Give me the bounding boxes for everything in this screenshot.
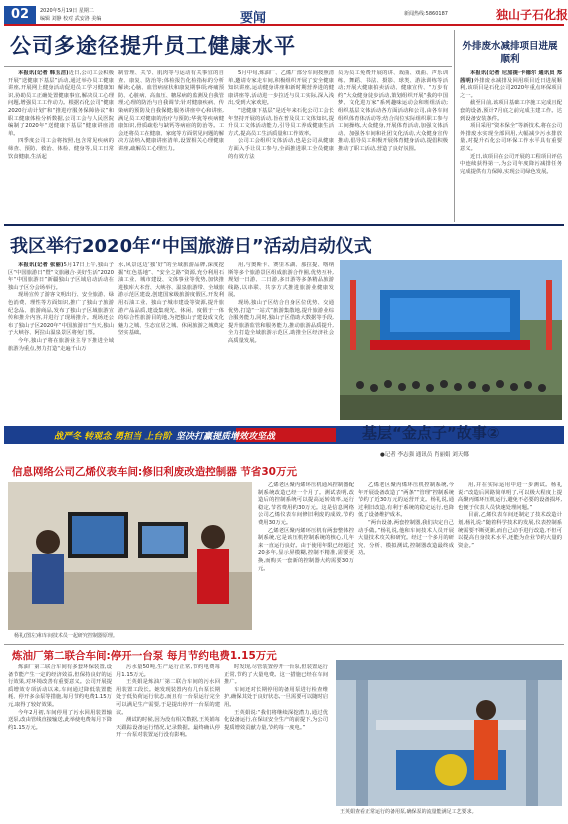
tourism-text-1b: 现场宣传了游客文明出行、安全旅游、绿色消费、理性等方面知识,推广了独山子旅游纪念品、旅游商品,发布了独山子区域旅游宣传和推介内容,并进行了现场推介。现场还公布了独山子区2020年“中国旅游日”当天,独山子大峡谷、阿拉山温泉景区将免门票。 <box>8 292 114 337</box>
lead-text-3c: 公司工会组织文体活动,也是公司从健康方面入手让员工参与,全面推进职工全员健康的有效方法 <box>228 138 334 160</box>
tourism-column-1 <box>8 262 114 422</box>
refinery-column-1 <box>8 664 112 820</box>
lead-column-2: 制管理、关节、肌肉等与运动有关事宜的自查、康复、防治等;体检报告化检指标的分析解读;心脑、血管病症状和康复期事项;疼痛预防、心脏病、高血压、糖尿病的监测及自我管理;心理的防治与自我调节;针对健康疾病、传染病的预防及自我保健;服务讲座中心和讲座,满足员工对健康的治疗与预防;华犹等疾病健康知识,骨质疏松与缺钙等病症的防治等。工会还将员工在健康、家庭等方面常见问题的解决方法纳入健康讲座清单,设置相关心理健康讲座,疏解员工心理压力。 <box>118 70 224 152</box>
info-photo-caption: 杨礼(图左)和车间技术员一起研究控制器原理。 <box>14 633 118 639</box>
info-article-photo <box>8 482 252 630</box>
side-text-3: 项目采用“资本保全”等新技术,将在公司外排废水实现全部回用,大幅减少污水排放量,对提升石化公司环保工作水平具有重要意义。 <box>460 123 562 152</box>
refinery-text-2: 污水量50吨,生产运行正常,节约电费每月1.15万元。 <box>116 664 220 678</box>
side-text-1: 外排废水减排及回用项目近日进展顺利,该项目是石化公司2020年重点环保项目之一。 <box>460 77 562 99</box>
info-text-3: 用,并在实际运用中进一步测试。杨礼说:“改造后回路简单明了,可以极大程度上提高聚丙烯环压机运行,避免不必要的设备损坏,也便于仪表人员快速处理问题。” <box>458 482 562 511</box>
masthead <box>4 6 568 26</box>
refinery-text-1: 炼油厂第二联合车间有多套环保装置,设备节能产生一定的经济效益,但保持良好的运行效果,对环境改善有重要意义。公司开展提质增效专项活动以来,车间通过降低装置能耗、停开多余泵等措施,每月节约电费1.15万元,取得了较好效果。 <box>8 664 112 708</box>
tourism-text-1: 5月17日上午,独山子区“中国旅游日”暨“文旅融合·美好生活”2020年“中国旅游日”新疆独山子区域启动活动在独山子区分会场举行。 <box>8 262 114 291</box>
lead-column-4: 员为员工免费开展的讲、戏曲、戏曲、声乐训练、舞蹈、书法、摄影、球类、游泳训练等活动;开展大健康拍卖活动、健康宣传、“万步有约”大众健身徒步活动,策划组织开展“我的中国梦、文化进万家”系列趣味运动会和班组活动;组织基层文体活动各方面活动和公司,由各车间组织体育体活动等;结合岗位实际组织职工参与工间操练,大众健身,开展体育活动,加强文体活动、加强各车间和社团文化活动,大众健身宣传推动,倡导员工积极开展体育健身活动,提倡积极推动了职工活动,营造了良好氛围。 <box>338 70 448 152</box>
tourism-column-2: 水,风景这边‘独’好”的全域旅游品牌,深度挖掘“红色基地”、“安全之路”资源,充分利用石油工业、城市建设、文体事业等优势,加快推进独库大本营、大峡谷、温泉旅游带、全域旅游示范区建设,创建国家级旅游度假区,开发利用石油工业、独山子城市建设等资源,提升旅游产品品质,建设集观光、休闲、度假于一体的综合性旅游目的地,为把独山子建设成文化魅力之城、生态宜居之城、休闲旅游之城奠定坚实基础。 <box>118 262 224 337</box>
lead-text-3: 5月中旬,炼油厂、乙烯厂部分车间按照清单,邀请专家走车间,积极组织开展了安全健康知识讲座,运动健身讲座和新时期营养进的健康讲座等,活动进一步拉近与员工实际,深入浅出,受到大家欢迎。 <box>228 70 334 107</box>
info-text-2b: “两台设备,两套控制器,我们决定自己动手做。”杨礼说,他和车间技术人员开展大量技术攻关和研究。经过一个多月的研究、分析、模拟测试,控制器改造最终成功。 <box>358 519 454 557</box>
info-column-2 <box>358 482 454 642</box>
side-headline: 外排废水减排项目进展顺利 <box>462 41 558 65</box>
info-column-1 <box>258 482 354 642</box>
tourism-headline: 我区举行2020年“中国旅游日”活动启动仪式 <box>10 236 372 257</box>
workers-at-computer-image <box>8 482 252 630</box>
info-text-1: 乙烯老区聚丙烯环压机通风控制器配制系统改造已经一个月了。测试表明,改造后的控制系统可以提高运转效率,运行稳定,节省费用约30万元。这是信息网络公司乙烯仪表车间修旧利废的成效,节约费用30万元。 <box>258 482 354 526</box>
refinery-text-3: 时发现,尽管装置停开一台泵,但装置运行正常,节约了大量电费。这一措施已经在车间推广。 <box>224 664 328 686</box>
event-stage-image <box>340 260 562 420</box>
side-byline: 本报讯(记者 尼加提·卡德尔 通讯员 郑茜明) <box>460 70 562 84</box>
news-hotline: 新闻热线:5860187 <box>404 11 448 17</box>
lead-byline: 本报讯(记者 韩玉洁) <box>18 70 69 76</box>
banner-slogan-right: 坚决打赢提质增效攻坚战 <box>176 432 276 442</box>
gold-series-title: 基层“金点子”故事② <box>362 424 500 442</box>
lead-column-3 <box>228 70 334 220</box>
gold-series-byline: ●记者 李志强 通讯员 肖丽娟 刘天娜 <box>380 452 469 458</box>
refinery-text-3c: 王英娟说:“我们将继续深挖潜力,通过优化设备运行,在保证安全生产的前提下,为公司提质增效贡献力量,节约每一度电。” <box>224 709 328 731</box>
info-column-3 <box>458 482 562 642</box>
refinery-headline: 炼油厂第二联合车间:停开一台泵 每月节约电费1.15万元 <box>12 650 277 662</box>
side-text-4: 近日,该项目在公司开展的工程项目评估中连续获得第一,为公司年度降污减排任务完成提供有力保障,实现公司绿色发展。 <box>460 153 562 175</box>
tourism-text-3: 用,与奥斯卡、赛里木湖、那拉提、喀纳斯等多个旅游景区组成旅游合作圈,优势互补,规划一日游、二日游,多日游等多条精品旅游线路,以串联、共享方式推进旅游业健康发展。 <box>228 262 334 299</box>
lead-text-1b: 四季度公司工会将按照,包含常见疾病的筛查、预防、救治、体检、健身等,员工日常饮食健康,生活起 <box>8 138 114 160</box>
tourism-byline: 本报讯(记者 张丽) <box>18 262 64 268</box>
tourism-column-3 <box>228 262 334 422</box>
lead-text-3b: “送健康下基层”是近年来石化公司工会长年坚持开展的活动,旨在普及员工文体知识,提升员工文体活动能力,引导员工养成健康生活方式,提高员工生活质量和工作效率。 <box>228 107 334 137</box>
info-headline: 信息网络公司乙烯仪表车间:修旧利废改造控制器 节省30万元 <box>12 466 297 478</box>
banner-slogan-left: 战严冬 转观念 勇担当 上台阶 <box>54 432 172 442</box>
side-text-2: 截至目前,该项目基础工序施工完成且配套的设备,预计7月底之前完成主建工作。达到设备安装条件。 <box>460 100 562 122</box>
tourism-text-3b: 现场,独山子区结合自身区位优势、交通优势,打造“一站式”旅游集散地,提升旅游业综合服务能力,同时,独山子区借助大数据等手段,提升旅游监管和服务能力,推动旅游品质提升,全力打造全域旅游示范区,助推全区经济社会高质量发展。 <box>228 299 334 344</box>
refinery-text-2c: 测试的时候,因为没有相关数据,王英娟每天跟踪设备运行情况,记录数据。最终确认停开一台泵对装置运行没有影响。 <box>116 717 220 739</box>
newspaper-logo: 独山子石化报 <box>496 8 568 22</box>
side-article-body <box>460 70 562 220</box>
lead-headline: 公司多途径提升员工健康水平 <box>10 34 296 58</box>
info-text-1b: 乙烯老区聚丙烯环压机有两套整体控制系统,它是该压机控制系统的核心,几年来一直运行良好。由于使用年限已经超过20多年,显示屏模糊,控制不精准,需要更换,而购买一套新的控制器大约需要30万元。 <box>258 527 354 572</box>
page-number: 02 <box>4 6 36 24</box>
editor-credits: 编辑 刘静 校对 武安洛 美编 <box>40 16 102 22</box>
refinery-column-3 <box>224 664 328 820</box>
info-text-3b: 目前,乙烯仪表车间还制定了技术改造计划,杨礼说:“随着科学技术的发展,仪表控制系统需要不断更新,而自己动手进行改造,不但可以提高自身技术水平,还能为企业节约大量的资金。” <box>458 512 562 549</box>
worker-at-pump-image <box>336 660 562 806</box>
tourism-event-photo <box>340 260 562 420</box>
refinery-article-photo <box>336 660 562 806</box>
refinery-column-2 <box>116 664 220 820</box>
refinery-photo-caption: 王英娟查看正常运行的备用泵,确保泵的流量能满足工艺要求。 <box>340 809 477 815</box>
refinery-text-3b: 车间还对长期停用的备用泵进行检查维护,确保其处于良好状态,一旦需要可以随时启用。 <box>224 686 328 708</box>
tourism-text-1c: 今年,独山子将在旅游业主导下推进全域旅游为重点,努力打造“走遍千山万 <box>8 337 114 352</box>
lead-text-1: 近日,公司工会积极开展“送健康下基层”活动,通过举办员工健康讲座,开展网上健身活动促进员工学习健康知识,协助员工正确处置健康事宜,解决员工心理问题,增强员工工作动力。根据石化公司“健康2020行动计划”和“推进疗服务保障协议”和职工健康体检分析数据,公司工会与人民医院编制了2020年“送健康下基层”健康讲座清单。 <box>8 70 114 137</box>
lead-column-1 <box>8 70 114 220</box>
section-title: 要闻 <box>240 11 267 26</box>
issue-date: 2020年5月19日 星期二 <box>40 8 94 14</box>
refinery-text-1b: 今年2月初,车间停用了污水回用装置输送泵,改由管线直接输送,此举使电费每月下降约1.15万元。 <box>8 709 112 731</box>
refinery-text-2b: 王英娟是炼油厂第二联合车间的污水回用装置工段长。她发现装置内有几台泵长期处于低负荷运行状态,而且有一台泵运行完全可以满足生产需要,于是提出停开一台泵的建议。 <box>116 679 220 716</box>
info-text-2: 乙烯老区聚丙烯环压机控制系统,今年开展设备改造了“两条”“管理”控制系统节约了近30万元的运营开支。杨礼说,通过利旧改造,有利于系统的稳定运行,也降低了设备维护成本。 <box>358 482 454 519</box>
